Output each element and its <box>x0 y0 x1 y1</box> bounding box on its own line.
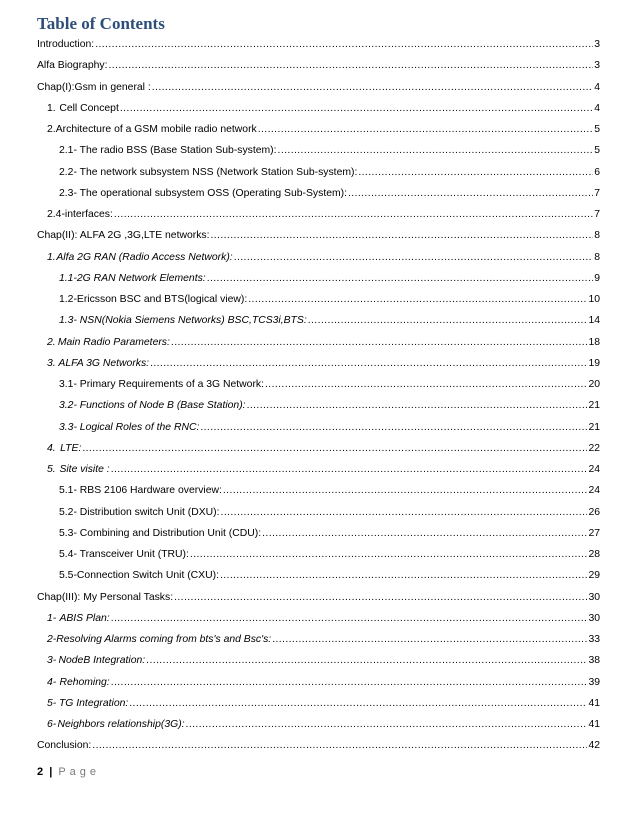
toc-entry[interactable] <box>37 273 600 294</box>
toc-entry-page: 3 <box>594 39 600 50</box>
toc-entry-page: 20 <box>588 379 600 390</box>
toc-entry-label: LTE: <box>60 442 82 454</box>
toc-entry[interactable] <box>37 103 600 124</box>
toc-entry-label: Rehoming: <box>59 676 110 688</box>
toc-entry-label: Chap(II): ALFA 2G ,3G,LTE networks: <box>37 230 210 242</box>
toc-entry-page: 8 <box>594 230 600 242</box>
toc-entry[interactable] <box>37 252 600 273</box>
toc-dot-leader <box>272 634 587 645</box>
toc-entry-label: Connection Switch Unit (CXU): <box>76 570 219 582</box>
toc-dot-leader <box>111 677 588 688</box>
toc-entry-page: 38 <box>588 655 600 667</box>
toc-entry-page: 24 <box>588 485 600 497</box>
toc-dot-leader <box>220 570 587 581</box>
toc-title: Table of Contents <box>37 14 165 33</box>
toc-entry-label: Main Radio Parameters: <box>57 336 170 348</box>
toc-entry-page: 19 <box>588 357 600 369</box>
toc-dot-leader <box>108 60 593 71</box>
toc-entry-number: 5- <box>47 697 57 709</box>
toc-entry[interactable] <box>37 167 600 188</box>
toc-entry-number: 5.5- <box>59 570 77 582</box>
toc-dot-leader <box>223 485 588 496</box>
toc-entry-label: TG Integration: <box>58 697 129 709</box>
toc-entry[interactable] <box>37 485 600 506</box>
toc-dot-leader <box>95 39 593 50</box>
toc-dot-leader <box>358 167 593 178</box>
toc-entry-label: Resolving Alarms coming from bts's and Bsc's: <box>56 634 272 645</box>
toc-entry-label: 5.3- Combining and Distribution Unit (CDU): <box>59 527 262 539</box>
toc-entry-label: NodeB Integration: <box>58 655 146 667</box>
toc-entry-label: Site visite : <box>59 464 110 475</box>
toc-dot-leader <box>221 507 588 518</box>
toc-entry-page: 33 <box>588 634 600 645</box>
toc-entry-page: 30 <box>588 591 600 603</box>
toc-entry[interactable] <box>37 740 600 761</box>
toc-entry-page: 4 <box>594 81 600 93</box>
toc-entry-number: 4. <box>47 442 56 454</box>
toc-dot-leader <box>92 740 587 751</box>
toc-dot-leader <box>200 422 587 433</box>
toc-entry-page: 28 <box>588 549 600 560</box>
toc-entry-page: 14 <box>588 315 600 327</box>
toc-entry-label: Chap(I):Gsm in general : <box>37 81 151 93</box>
footer-page-label: Page <box>58 766 101 778</box>
footer-page-number: 2 <box>37 766 44 778</box>
toc-entry-number: 1.2- <box>59 294 77 305</box>
toc-entry-label: Architecture of a GSM mobile radio network <box>55 124 257 135</box>
toc-entry-number: 1. <box>47 251 56 263</box>
toc-entry-page: 41 <box>588 697 600 709</box>
toc-entry[interactable] <box>37 230 600 251</box>
toc-entry-page: 42 <box>588 740 600 752</box>
toc-entry-label: Introduction: <box>37 39 95 50</box>
toc-entry-page: 3 <box>594 60 600 72</box>
toc-entry-label: Neighbors relationship(3G): <box>57 719 185 730</box>
toc-entry-number: 3. <box>47 357 56 369</box>
toc-dot-leader <box>258 124 594 135</box>
toc-entry-page: 9 <box>594 272 600 284</box>
toc-entry[interactable] <box>37 443 600 464</box>
toc-entry[interactable] <box>37 655 600 676</box>
toc-dot-leader <box>262 528 587 539</box>
toc-dot-leader <box>186 719 588 730</box>
toc-entry[interactable] <box>37 677 600 698</box>
toc-entry-label: 2.3- The operational subsystem OSS (Operating Sub-System): <box>59 187 347 199</box>
toc-entry-label: 1.3- NSN(Nokia Siemens Networks) BSC,TCS3i,BTS: <box>59 315 307 327</box>
toc-entry-label: 5.4- Transceiver Unit (TRU): <box>59 549 189 560</box>
toc-dot-leader <box>111 613 588 624</box>
toc-entry-number: 5. <box>47 464 56 475</box>
toc-entry-label: Chap(III): My Personal Tasks: <box>37 591 174 603</box>
toc-entry[interactable] <box>37 337 600 358</box>
toc-entry-page: 5 <box>594 124 600 135</box>
toc-entry-page: 7 <box>594 209 600 220</box>
toc-dot-leader <box>248 294 587 305</box>
toc-dot-leader <box>278 145 594 156</box>
toc-entry-page: 7 <box>594 187 600 199</box>
toc-entry-page: 10 <box>588 294 600 305</box>
toc-entry-page: 27 <box>588 527 600 539</box>
toc-entry-page: 21 <box>588 421 600 433</box>
toc-entry-label: ABIS Plan: <box>59 612 110 624</box>
toc-entry-page: 18 <box>588 336 600 348</box>
toc-entry-label: 2.1- The radio BSS (Base Station Sub-system): <box>59 145 277 157</box>
toc-entry[interactable] <box>37 145 600 166</box>
toc-entry-label: 2G RAN Network Elements: <box>76 272 206 284</box>
toc-dot-leader <box>210 230 593 241</box>
toc-entry-label: Alfa 2G RAN (Radio Access Network): <box>56 251 233 263</box>
toc-entry[interactable] <box>37 124 600 145</box>
footer-separator: | <box>49 766 53 778</box>
toc-entry-page: 29 <box>588 570 600 582</box>
toc-entry-page: 5 <box>594 145 600 157</box>
toc-entry[interactable] <box>37 82 600 103</box>
toc-entry[interactable] <box>37 570 600 591</box>
toc-entry-label: 2.4-interfaces: <box>47 209 113 220</box>
toc-entry[interactable] <box>37 39 600 60</box>
toc-entry-number: 2- <box>47 634 57 645</box>
toc-entry-number: 4- <box>47 676 57 688</box>
toc-entry-label: Ericsson BSC and BTS(logical view): <box>76 294 248 305</box>
toc-dot-leader <box>82 443 587 454</box>
toc-dot-leader <box>207 273 594 284</box>
toc-dot-leader <box>308 315 588 326</box>
toc-entry[interactable] <box>37 634 600 655</box>
toc-entry-label: ALFA 3G Networks: <box>58 357 150 369</box>
toc-dot-leader <box>129 698 587 709</box>
toc-dot-leader <box>152 82 593 93</box>
toc-entry-page: 6 <box>594 166 600 178</box>
toc-entry-page: 39 <box>588 676 600 688</box>
toc-entry-page: 8 <box>594 251 600 263</box>
toc-entry[interactable] <box>37 379 600 400</box>
toc-entry[interactable] <box>37 422 600 443</box>
toc-entry[interactable] <box>37 464 600 485</box>
toc-entry-page: 4 <box>594 102 600 114</box>
toc-dot-leader <box>190 549 588 560</box>
toc-dot-leader <box>234 252 594 263</box>
toc-dot-leader <box>348 188 593 199</box>
toc-entry[interactable] <box>37 294 600 315</box>
toc-entry[interactable] <box>37 60 600 81</box>
toc-entry-page: 24 <box>588 464 600 475</box>
toc-dot-leader <box>150 358 587 369</box>
toc-entry-page: 21 <box>588 400 600 412</box>
toc-dot-leader <box>265 379 587 390</box>
toc-entry-label: 5.2- Distribution switch Unit (DXU): <box>59 506 220 518</box>
toc-entry[interactable] <box>37 613 600 634</box>
toc-entry-label: 2.2- The network subsystem NSS (Network Station Sub-system): <box>59 166 358 178</box>
toc-entry[interactable] <box>37 209 600 230</box>
toc-entry-number: 6- <box>47 719 57 730</box>
page-footer <box>37 766 100 778</box>
toc-dot-leader <box>114 209 593 220</box>
toc-entry-label: 5.1- RBS 2106 Hardware overview: <box>59 485 222 497</box>
toc-entry[interactable] <box>37 528 600 549</box>
toc-entry[interactable] <box>37 592 600 613</box>
toc-entry-page: 41 <box>588 719 600 730</box>
toc-entry[interactable] <box>37 188 600 209</box>
toc-entry-label: 3.3- Logical Roles of the RNC: <box>59 421 200 433</box>
toc-entry-number: 1.1- <box>59 272 77 284</box>
toc-dot-leader <box>111 464 588 475</box>
toc-entry[interactable] <box>37 358 600 379</box>
toc-dot-leader <box>247 400 588 411</box>
toc-entry-label: Cell Concept <box>59 102 119 114</box>
toc-entry-number: 2. <box>47 336 56 348</box>
toc-entry-number: 1- <box>47 612 57 624</box>
toc-dot-leader <box>174 592 587 603</box>
toc-entry-number: 1. <box>47 102 56 114</box>
toc-dot-leader <box>146 655 587 666</box>
toc-entry-label: Alfa Biography: <box>37 60 108 72</box>
toc-entry[interactable] <box>37 400 600 421</box>
toc-entry-label: 3.1- Primary Requirements of a 3G Network: <box>59 379 264 390</box>
toc-dot-leader <box>120 103 593 114</box>
toc-dot-leader <box>171 337 588 348</box>
toc-entry[interactable] <box>37 698 600 719</box>
toc-entry-label: Conclusion: <box>37 740 92 752</box>
toc-entry-label: 3.2- Functions of Node B (Base Station): <box>59 400 246 412</box>
toc-list <box>37 39 600 762</box>
toc-entry[interactable] <box>37 315 600 336</box>
toc-entry[interactable] <box>37 507 600 528</box>
toc-entry-page: 30 <box>588 612 600 624</box>
toc-entry[interactable] <box>37 719 600 740</box>
toc-entry-number: 3- <box>47 655 57 667</box>
toc-entry-page: 22 <box>588 442 600 454</box>
toc-entry-number: 2. <box>47 124 56 135</box>
toc-entry-page: 26 <box>588 506 600 518</box>
toc-entry[interactable] <box>37 549 600 570</box>
